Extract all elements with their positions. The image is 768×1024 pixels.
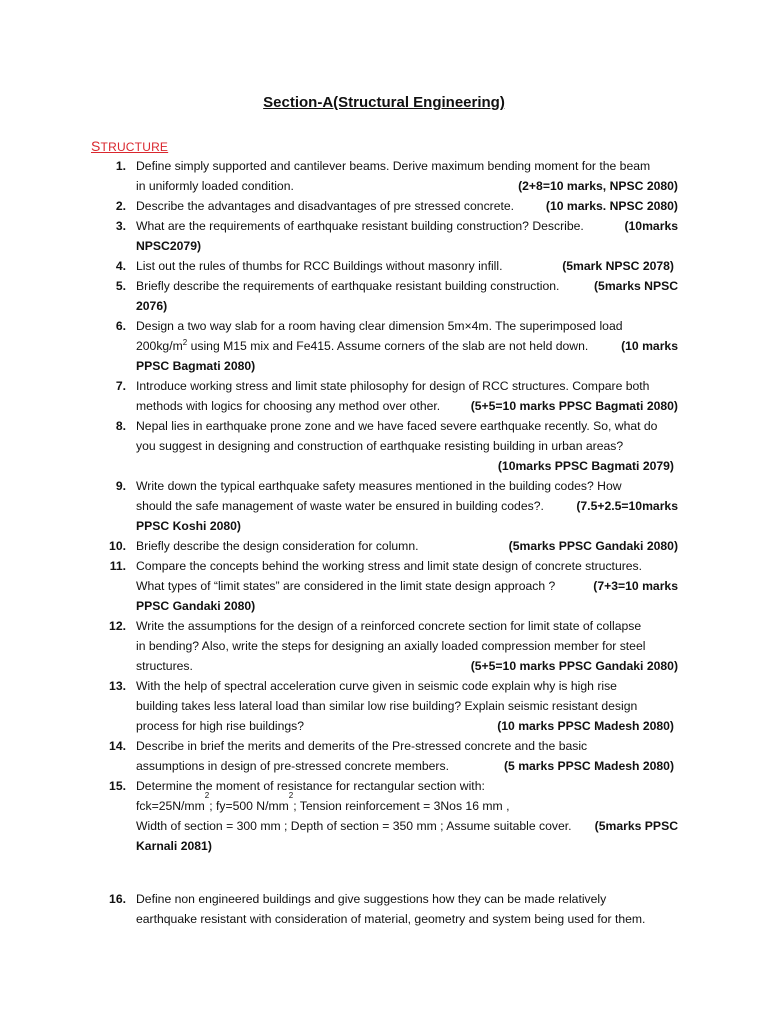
- question-13: 13. With the help of spectral acceleration curve given in seismic code explain why is high rise building takes less lateral load than similar low rise building? Explain seismic resistant design process for high rise buildings? (10 marks PPSC Madesh 2080): [0, 676, 768, 736]
- question-marks: (5 marks PPSC Madesh 2080): [503, 759, 674, 773]
- spacer: [0, 856, 768, 889]
- question-10: 10. Briefly describe the design consideration for column. (5marks PPSC Gandaki 2080): [0, 536, 768, 556]
- question-5: 5. Briefly describe the requirements of earthquake resistant building construction. (5marks NPSC 2076): [0, 276, 768, 316]
- section-heading: STRUCTURE: [91, 138, 169, 154]
- question-1: 1. Define simply supported and cantilever beams. Derive maximum bending moment for the beam in uniformly loaded condition. (2+8=10 marks, NPSC 2080): [0, 156, 768, 196]
- question-marks: (5marks NPSC: [594, 279, 678, 293]
- question-6: 6. Design a two way slab for a room having clear dimension 5m×4m. The superimposed load $200kg/m^2$ using M15 mix and Fe415. Assume corners of the slab are not held down. (10 marks PPSC Bagmati 2080): [115, 319, 678, 373]
- page-title: Section-A(Structural Engineering): [263, 94, 505, 111]
- question-marks: (10 marks: [621, 339, 678, 353]
- question-marks: (10 marks PPSC Madesh 2080): [497, 719, 674, 733]
- question-marks: (5+5=10 marks PPSC Bagmati 2080): [470, 399, 678, 413]
- question-marks: (2+8=10 marks, NPSC 2080): [518, 179, 678, 193]
- question-4: 4. List out the rules of thumbs for RCC Buildings without masonry infill. (5mark NPSC 2078): [0, 256, 768, 276]
- question-2: 2. Describe the advantages and disadvantages of pre stressed concrete. (10 marks. NPSC 2080): [0, 196, 768, 216]
- question-marks: (5+5=10 marks PPSC Gandaki 2080): [470, 659, 678, 673]
- question-list: [0, 156, 768, 929]
- question-marks: (10 marks. NPSC 2080): [545, 199, 678, 213]
- question-marks: (7.5+2.5=10marks: [576, 499, 678, 513]
- question-11: 11. Compare the concepts behind the working stress and limit state design of concrete structures. What types of “limit states” are considered in the limit state design approach ? (7+3=10 marks PPSC Gandaki 2080): [109, 559, 678, 613]
- question-14: 14. Describe in brief the merits and demerits of the Pre-stressed concrete and the basic assumptions in design of pre-stressed concrete members. (5 marks PPSC Madesh 2080): [0, 736, 768, 776]
- question-9: 9. Write down the typical earthquake safety measures mentioned in the building codes? How should the safe management of waste water be ensured in building codes?. (7.5+2.5=10marks PPSC Koshi 2080): [115, 479, 678, 533]
- question-marks: (5marks PPSC Gandaki 2080): [508, 539, 678, 553]
- question-7: 7. Introduce working stress and limit state philosophy for design of RCC structures. Compare both methods with logics for choosing any method over other. (5+5=10 marks PPSC Bagmati 2080): [0, 376, 768, 416]
- question-marks: (10marks PPSC Bagmati 2079): [497, 459, 674, 473]
- question-15: 15. Determine the moment of resistance for rectangular section with: fck=25N/mm 2 ; fy=500 N/mm 2 ; Tension reinforcement = 3Nos 16 mm , Width of section = 300 mm ; Depth of section = 350 mm ; Assume suitable cover. (5marks PPSC Karnali 2081): [109, 779, 678, 853]
- question-marks: (5mark NPSC 2078): [562, 259, 674, 273]
- question-marks: (5marks PPSC: [594, 819, 678, 833]
- question-marks: (10marks: [624, 219, 678, 233]
- question-12: 12. Write the assumptions for the design of a reinforced concrete section for limit state of collapse in bending? Also, write the steps for designing an axially loaded compression member for steel structures. (5+5=10 marks PPSC Gandaki 2080): [0, 616, 768, 676]
- question-3: 3. What are the requirements of earthquake resistant building construction? Describe. (10marks NPSC2079): [0, 216, 768, 256]
- question-16: 16. Define non engineered buildings and give suggestions how they can be made relatively earthquake resistant with consideration of material, geometry and system being used for them.: [109, 892, 646, 926]
- question-8: 8. Nepal lies in earthquake prone zone and we have faced severe earthquake recently. So, what do you suggest in designing and construction of earthquake resisting building in urban areas? (10marks PPSC Bagmati 2079): [0, 416, 768, 476]
- question-marks: (7+3=10 marks: [593, 579, 678, 593]
